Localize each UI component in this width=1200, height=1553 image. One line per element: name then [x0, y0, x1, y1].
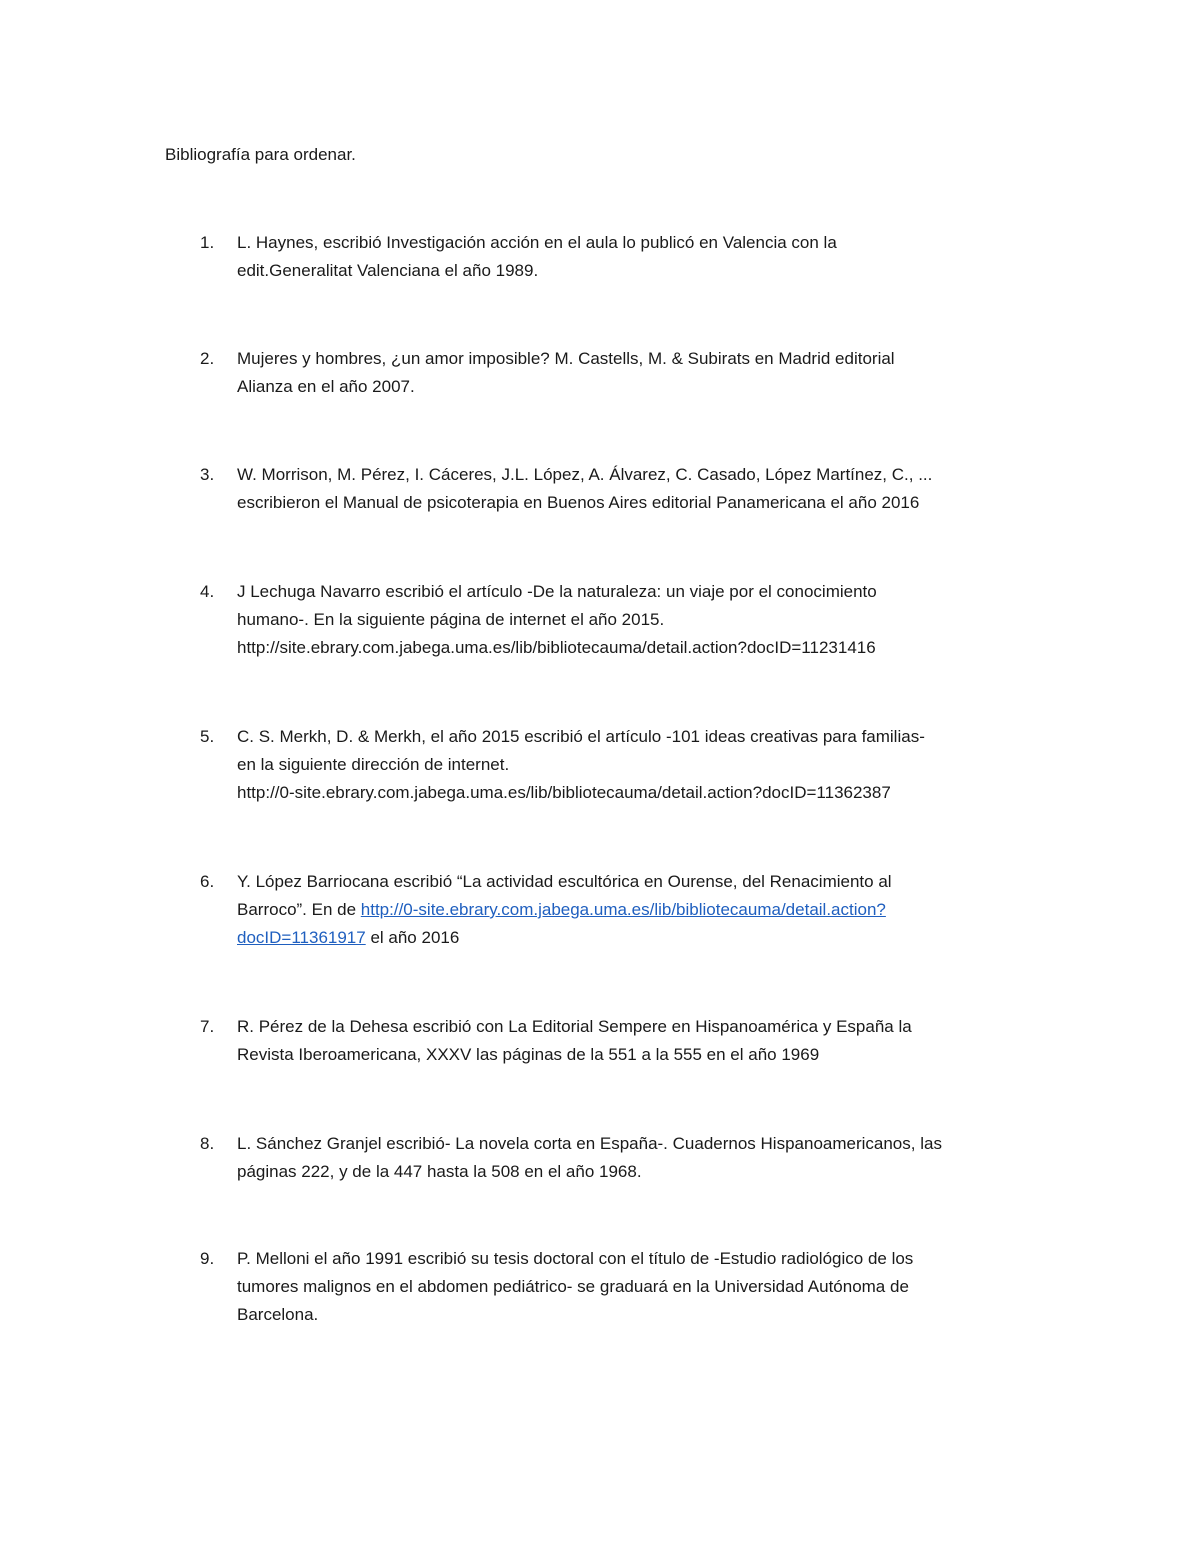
entry-line: C. S. Merkh, D. & Merkh, el año 2015 escribió el artículo -101 ideas creativas para familias-	[237, 727, 925, 746]
entry-line: tumores malignos en el abdomen pediátrico- se graduará en la Universidad Autónoma de	[237, 1277, 909, 1296]
entry-line: R. Pérez de la Dehesa escribió con La Editorial Sempere en Hispanoamérica y España la	[237, 1017, 912, 1036]
entry-number: 8.	[200, 1134, 215, 1153]
entry-line	[237, 896, 1080, 924]
bibliography-entry-8	[200, 1130, 1080, 1186]
entry-number: 1.	[200, 233, 215, 252]
entry-number: 2.	[200, 349, 215, 368]
bibliography-entry-6	[200, 868, 1080, 952]
entry-number: 4.	[200, 582, 215, 601]
entry-text: Barroco”. En de	[237, 900, 361, 919]
entry-url: http://site.ebrary.com.jabega.uma.es/lib/bibliotecauma/detail.action?docID=11231416	[237, 638, 876, 657]
bibliography-entry-4	[200, 578, 1080, 662]
entry-number: 6.	[200, 872, 215, 891]
entry-line: J Lechuga Navarro escribió el artículo -De la naturaleza: un viaje por el conocimiento	[237, 582, 877, 601]
entry-line: escribieron el Manual de psicoterapia en Buenos Aires editorial Panamericana el año 2016	[237, 493, 920, 512]
entry-line: P. Melloni el año 1991 escribió su tesis doctoral con el título de -Estudio radiológico de los	[237, 1249, 914, 1268]
bibliography-entry-1	[200, 229, 1080, 285]
entry-hyperlink-continued[interactable]: docID=11361917	[237, 928, 366, 947]
entry-line: Mujeres y hombres, ¿un amor imposible? M. Castells, M. & Subirats en Madrid editorial	[237, 349, 895, 368]
bibliography-entry-2	[200, 345, 1080, 401]
bibliography-entry-3	[200, 461, 1080, 517]
entry-line: humano-. En la siguiente página de internet el año 2015.	[237, 610, 665, 629]
entry-line: W. Morrison, M. Pérez, I. Cáceres, J.L. López, A. Álvarez, C. Casado, López Martínez, C., ...	[237, 465, 933, 484]
entry-line: en la siguiente dirección de internet.	[237, 755, 510, 774]
entry-hyperlink[interactable]: http://0-site.ebrary.com.jabega.uma.es/lib/bibliotecauma/detail.action?	[360, 900, 886, 919]
entry-line: páginas 222, y de la 447 hasta la 508 en el año 1968.	[237, 1162, 642, 1181]
entry-line: L. Haynes, escribió Investigación acción en el aula lo publicó en Valencia con la	[237, 233, 837, 252]
bibliography-entry-7	[200, 1013, 1080, 1069]
bibliography-entry-5	[200, 723, 1080, 807]
entry-line	[237, 924, 1080, 952]
entry-number: 9.	[200, 1249, 215, 1268]
entry-number: 7.	[200, 1017, 215, 1036]
entry-line: L. Sánchez Granjel escribió- La novela corta en España-. Cuadernos Hispanoamericanos, las	[237, 1134, 942, 1153]
bibliography-entry-9	[200, 1245, 1080, 1329]
entry-line: Alianza en el año 2007.	[237, 377, 415, 396]
document-title: Bibliografía para ordenar.	[165, 145, 356, 164]
entry-url: http://0-site.ebrary.com.jabega.uma.es/lib/bibliotecauma/detail.action?docID=11362387	[237, 783, 891, 802]
entry-text: el año 2016	[365, 928, 460, 947]
entry-line: edit.Generalitat Valenciana el año 1989.	[237, 261, 539, 280]
entry-number: 3.	[200, 465, 215, 484]
entry-line: Revista Iberoamericana, XXXV las páginas de la 551 a la 555 en el año 1969	[237, 1045, 820, 1064]
entry-line: Barcelona.	[237, 1305, 319, 1324]
entry-line: Y. López Barriocana escribió “La actividad escultórica en Ourense, del Renacimiento al	[237, 872, 892, 891]
entry-number: 5.	[200, 727, 215, 746]
